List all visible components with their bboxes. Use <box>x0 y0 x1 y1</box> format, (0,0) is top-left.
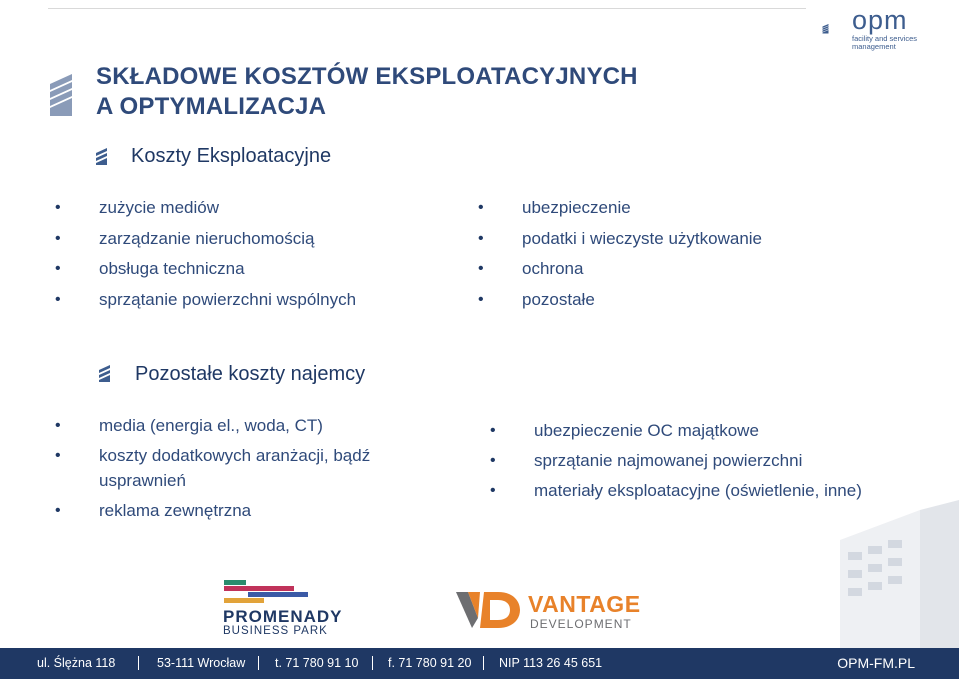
footer-website-link[interactable]: OPM-FM.PL <box>837 655 915 671</box>
list-item: • sprzątanie najmowanej powierzchni <box>490 448 890 473</box>
opm-logo <box>822 6 852 52</box>
vantage-logo-title: VANTAGE <box>528 591 641 617</box>
footer-separator <box>258 656 259 670</box>
vantage-logo-subtitle: DEVELOPMENT <box>530 617 632 631</box>
section-stripes-icon <box>99 365 111 383</box>
footer-separator <box>372 656 373 670</box>
footer-address: ul. Ślężna 118 <box>37 656 116 670</box>
section2-left-list <box>55 413 455 528</box>
list-item: • media (energia el., woda, CT) <box>55 413 455 438</box>
section1-heading: Koszty Eksploatacyjne <box>131 145 332 167</box>
section1-left-list <box>55 193 356 315</box>
promenady-stripes-icon <box>208 575 351 605</box>
top-divider <box>48 8 806 9</box>
list-item: • podatki i wieczyste użytkowanie <box>478 224 762 255</box>
footer-nip: NIP 113 26 45 651 <box>499 656 603 670</box>
slide-title-line1: SKŁADOWE KOSZTÓW EKSPLOATACYJNYCH <box>96 63 638 90</box>
vantage-logo <box>454 588 641 633</box>
section1-right-list <box>478 193 762 315</box>
section-stripes-icon <box>96 148 108 166</box>
list-item: • ubezpieczenie OC majątkowe <box>490 418 890 443</box>
footer-city: 53-111 Wrocław <box>157 656 246 670</box>
list-item: • obsługa techniczna <box>55 254 356 285</box>
building-graphic <box>820 480 959 648</box>
slide-title-line2: A OPTYMALIZACJA <box>96 93 327 120</box>
footer-bar <box>0 648 959 679</box>
footer-phone: t. 71 780 91 10 <box>275 656 359 670</box>
footer-fax: f. 71 780 91 20 <box>388 656 472 670</box>
promenady-logo <box>208 575 351 641</box>
promenady-logo-title: PROMENADY <box>223 607 343 626</box>
list-item: • ochrona <box>478 254 762 285</box>
footer-separator <box>483 656 484 670</box>
footer-separator <box>138 656 139 670</box>
building-stripes-icon <box>48 72 76 118</box>
section2-heading: Pozostałe koszty najemcy <box>135 363 366 385</box>
list-item: • pozostałe <box>478 285 762 316</box>
slide-title <box>96 62 638 122</box>
list-item: • reklama zewnętrzna <box>55 498 455 523</box>
vantage-vd-icon <box>454 588 524 632</box>
list-item: • sprzątanie powierzchni wspólnych <box>55 285 356 316</box>
list-item: • zarządzanie nieruchomością <box>55 224 356 255</box>
list-item: • koszty dodatkowych aranżacji, bądź usprawnień <box>55 443 419 493</box>
promenady-logo-subtitle: BUSINESS PARK <box>223 625 328 637</box>
opm-logo-text: opm <box>852 5 908 35</box>
list-item: • zużycie mediów <box>55 193 356 224</box>
opm-logo-tagline: facility and services management <box>852 34 918 51</box>
list-item: • materiały eksploatacyjne (oświetlenie, inne) <box>490 478 874 503</box>
list-item: • ubezpieczenie <box>478 193 762 224</box>
